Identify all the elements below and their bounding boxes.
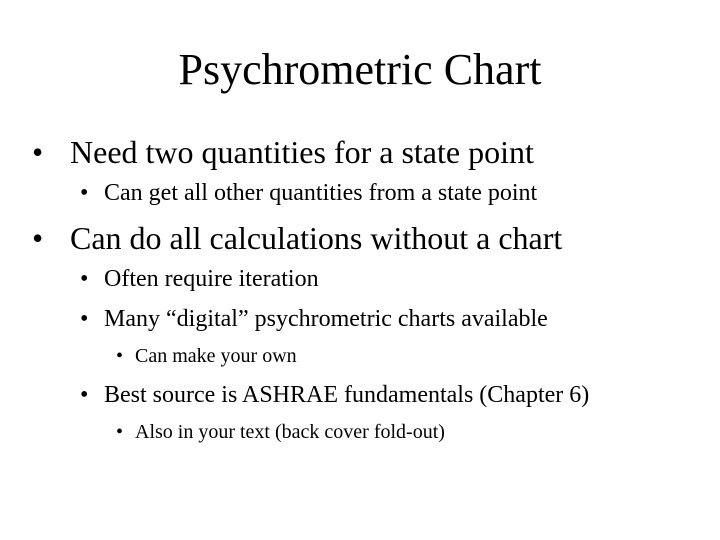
bullet-icon: • [80,306,89,332]
bullet-text: Best source is ASHRAE fundamentals (Chapter 6) [104,382,590,408]
bullet-item-can-make-your-own [116,343,297,369]
bullet-text: Can do all calculations without a chart [70,220,563,256]
bullet-icon: • [32,220,44,256]
bullet-icon: • [116,345,124,367]
bullet-text: Often require iteration [104,266,319,292]
bullet-icon: • [32,134,44,170]
bullet-item-often-require-iteration [80,264,319,294]
bullet-icon: • [80,382,89,408]
bullet-icon: • [80,266,89,292]
bullet-icon: • [116,421,124,443]
bullet-item-can-do-all-calculations [32,218,562,258]
bullet-item-can-get-all-other [80,178,537,208]
bullet-text: Can get all other quantities from a state point [104,180,538,206]
bullet-text: Many “digital” psychrometric charts available [104,306,548,332]
bullet-item-many-digital-charts [80,304,548,334]
bullet-icon: • [80,180,89,206]
bullet-text: Need two quantities for a state point [70,134,534,170]
bullet-text: Can make your own [135,345,297,367]
bullet-item-need-two-quantities [32,132,534,172]
slide-title: Psychrometric Chart [178,45,542,94]
bullet-text: Also in your text (back cover fold-out) [135,421,445,443]
bullet-item-best-source-ashrae [80,380,589,410]
bullet-item-also-in-your-text [116,419,445,445]
